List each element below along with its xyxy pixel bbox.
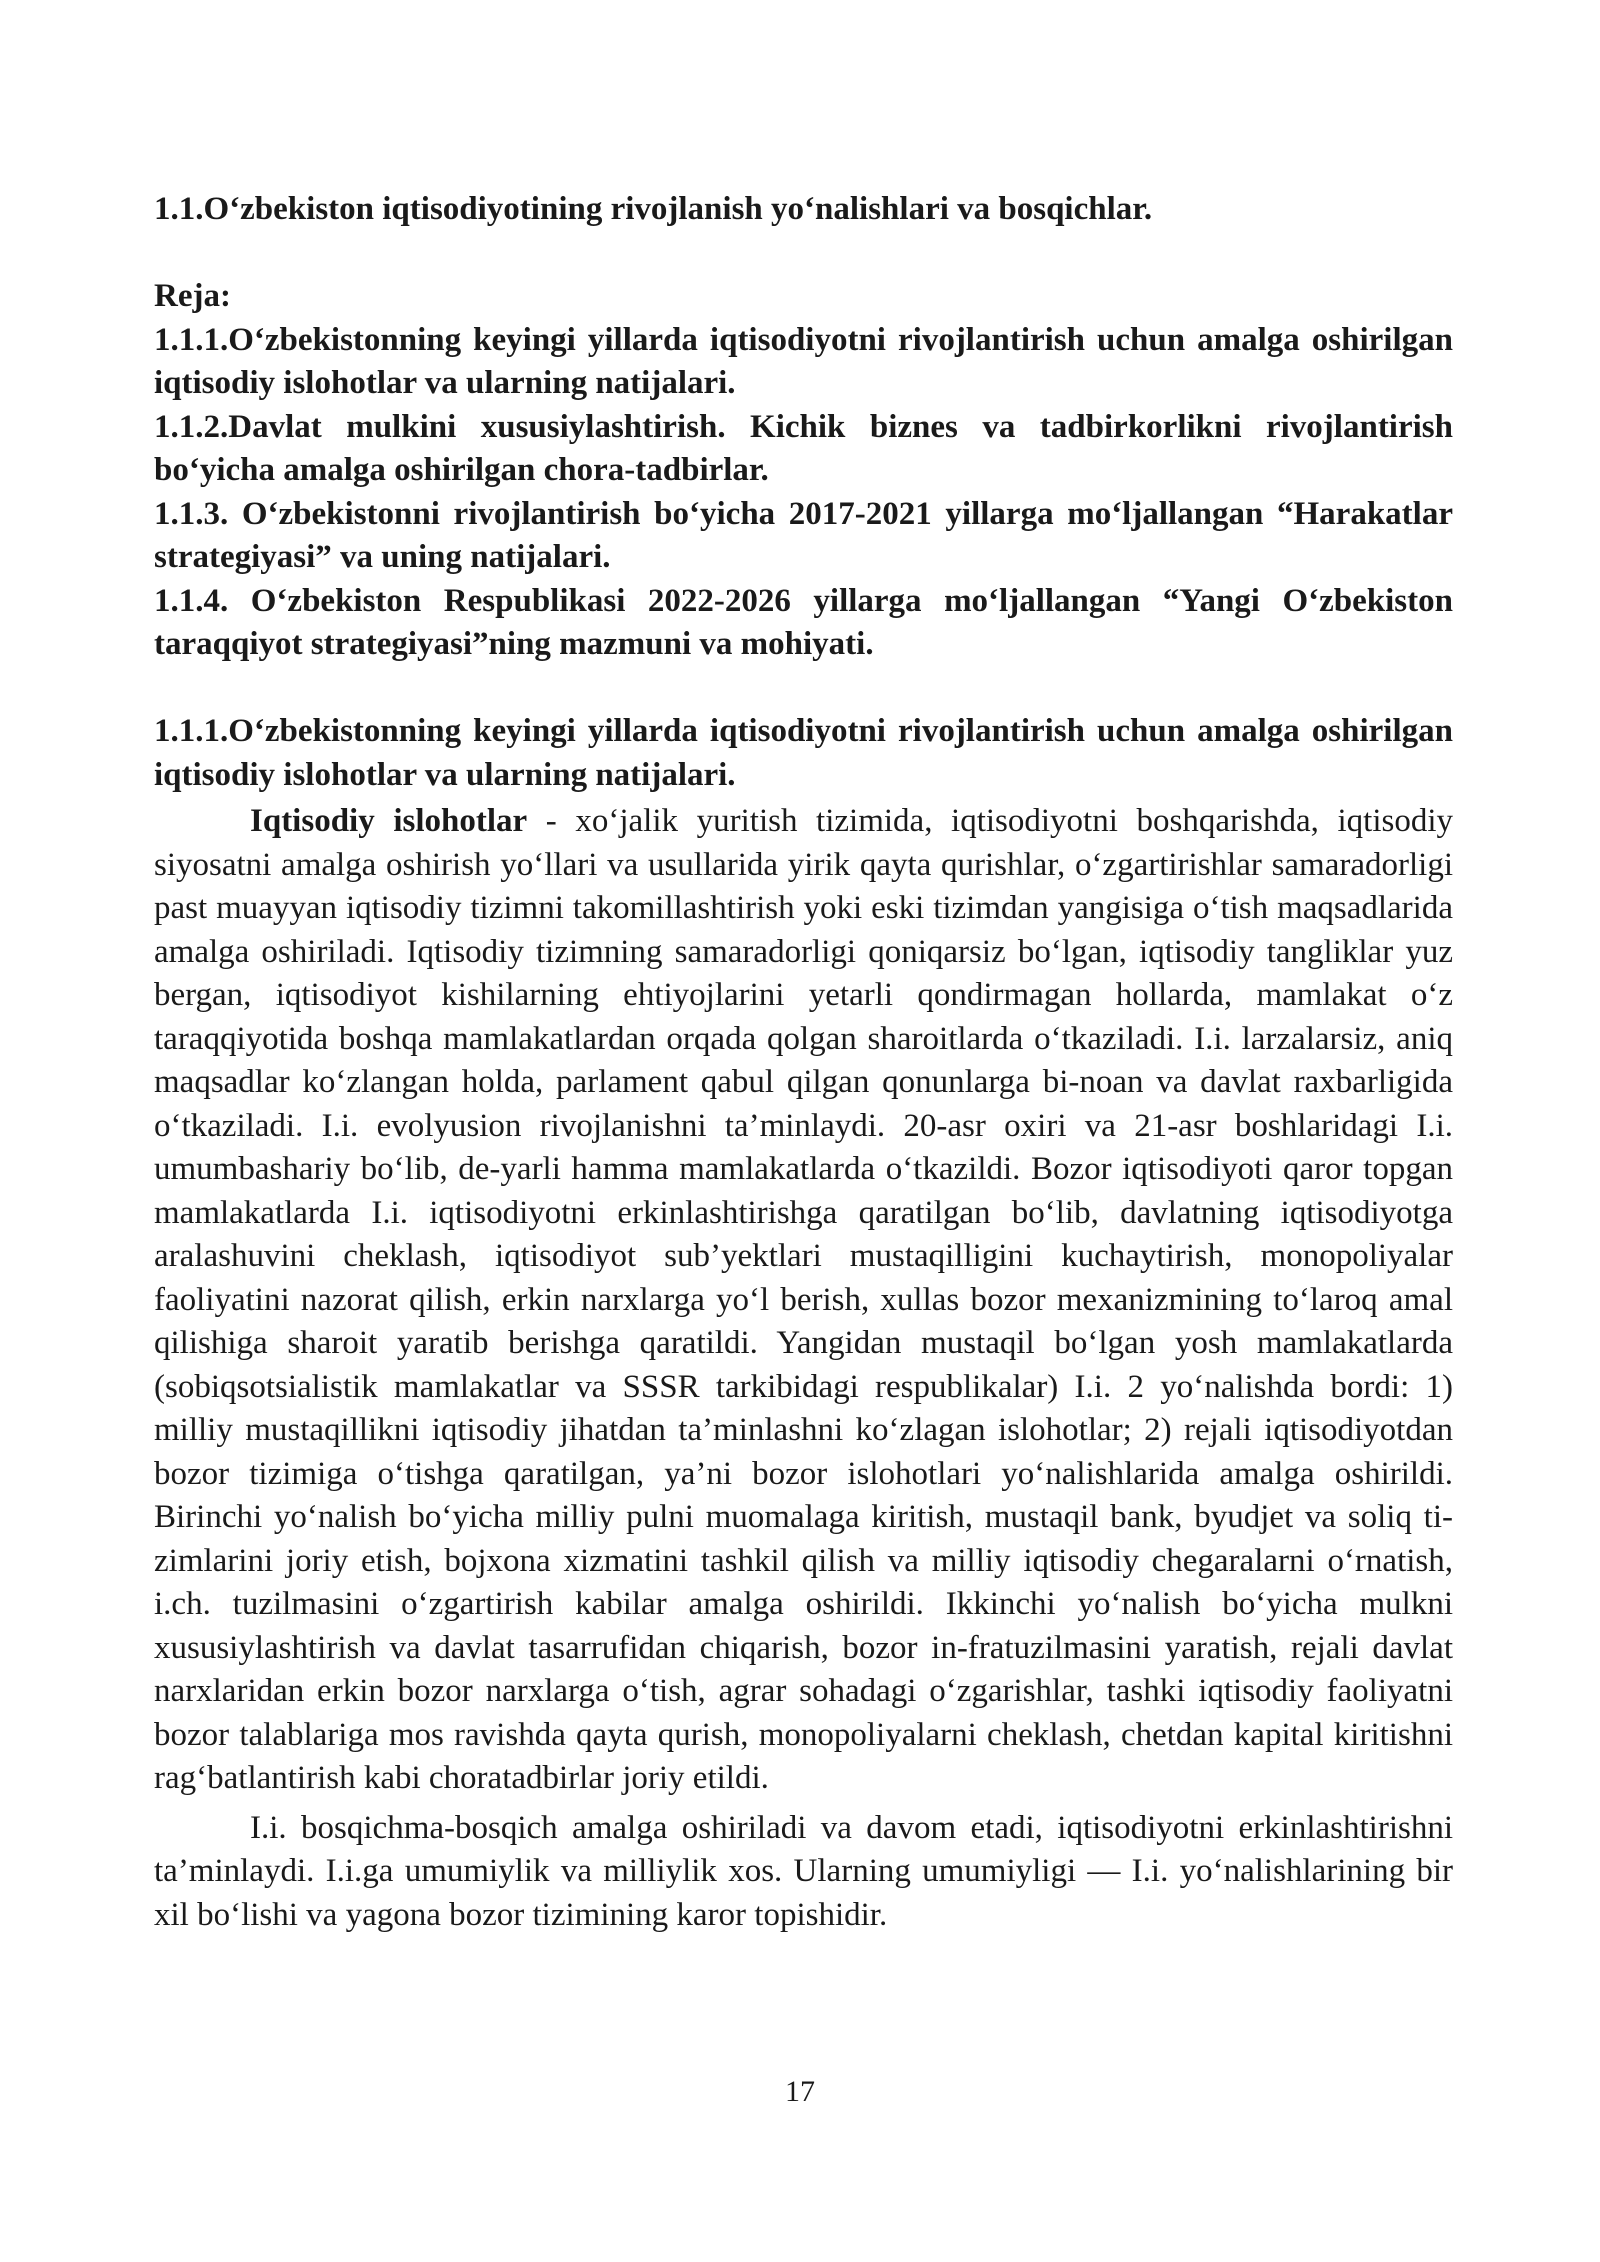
page-number: 17 (785, 2075, 815, 2108)
paragraph-text: - xo‘jalik yuritish tizimida, iqtisodiyotni boshqarishda, iqtisodiy siyosatni amalga oshirish yo‘llari va usullarida yirik qayta qurishlar, o‘zgartirishlar samaradorligi past muayyan iqtisodiy tizimni takomillashtirish yoki eski tizimdan yangisiga o‘tish maqsadlarida amalga oshiriladi. Iqtisodiy tizimning samaradorligi qoniqarsiz bo‘lgan, iqtisodiy tangliklar yuz bergan, iqtisodiyot kishilarning ehtiyojlarini yetarli qondirmagan hollarda, mamlakat o‘z taraqqiyotida boshqa mamlakatlardan orqada qolgan sharoitlarda o‘tkaziladi. I.i. larzalarsiz, aniq maqsadlar ko‘zlangan holda, parlament qabul qilgan qonunlarga bi-noan va davlat raxbarligida o‘tkaziladi. I.i. evolyusion rivojlanishni ta’minlaydi. 20-asr oxiri va 21-asr boshlaridagi I.i. umumbashariy bo‘lib, de-yarli hamma mamlakatlarda o‘tkazildi. Bozor iqtisodiyoti qaror topgan mamlakatlarda I.i. iqtisodiyotni erkinlashtirishga qaratilgan bo‘lib, davlatning iqtisodiyotga aralashuvini cheklash, iqtisodiyot sub’yektlari mustaqilligini kuchaytirish, monopoliyalar faoliyatini nazorat qilish, erkin narxlarga yo‘l berish, xullas bozor mexanizmining to‘laroq amal qilishiga sharoit yaratib berishga qaratildi. Yangidan mustaqil bo‘lgan yosh mamlakatlarda (sobiqsotsialistik mamlakatlar va SSSR tarkibidagi respublikalar) I.i. 2 yo‘nalishda bordi: 1) milliy mustaqillikni iqtisodiy jihatdan ta’minlashni ko‘zlagan islohotlar; 2) rejali iqtisodiyotdan bozor tizimiga o‘tishga qaratilgan, ya’ni bozor islohotlari yo‘nalishlarida amalga oshirildi. Birinchi yo‘nalish bo‘yicha milliy pulni muomalaga kiritish, mustaqil bank, byudjet va soliq ti-zimlarini joriy etish, bojxona xizmatini tashkil qilish va milliy iqtisodiy chegaralarni o‘rnatish, i.ch. tuzilmasini o‘zgartirish kabilar amalga oshirildi. Ikkinchi yo‘nalish bo‘yicha mulkni xususiylashtirish va davlat tasarrufidan chiqarish, bozor in-fratuzilmasini yaratish, rejali davlat narxlaridan erkin bozor narxlarga o‘tish, agrar sohadagi o‘zgarishlar, tashki iqtisodiy faoliyatni bozor talablariga mos ravishda qayta qurish, monopoliyalarni cheklash, chetdan kapital kiritishni rag‘batlantirish kabi choratadbirlar joriy etildi. (154, 803, 1454, 1796)
plan-item: 1.1.3. O‘zbekistonni rivojlantirish bo‘yicha 2017-2021 yillarga mo‘ljallangan “Harakatlar strategiyasi” va uning natijalari. (154, 495, 1453, 575)
body-paragraph (154, 800, 1453, 1801)
section-heading: 1.1.1.O‘zbekistonning keyingi yillarda iqtisodiyotni rivojlantirish uchun amalga oshirilgan iqtisodiy islohotlar va ularning natijalari. (154, 713, 1453, 793)
body-paragraph: I.i. bosqichma-bosqich amalga oshiriladi va davom etadi, iqtisodiyotni erkinlashtirishni ta’minlaydi. I.i.ga umumiylik va milliylik xos. Ularning umumiyligi — I.i. yo‘nalishlarining bir xil bo‘lishi va yagona bozor tizimining karor topishidir. (154, 1809, 1453, 1933)
plan-item: 1.1.1.O‘zbekistonning keyingi yillarda iqtisodiyotni rivojlantirish uchun amalga oshirilgan iqtisodiy islohotlar va ularning natijalari. (154, 321, 1453, 401)
defined-term: Iqtisodiy islohotlar (250, 803, 528, 839)
document-title: 1.1.O‘zbekiston iqtisodiyotining rivojlanish yo‘nalishlari va bosqichlar. (154, 191, 1153, 227)
plan-item: 1.1.4. O‘zbekiston Respublikasi 2022-2026 yillarga mo‘ljallangan “Yangi O‘zbekiston taraqqiyot strategiyasi”ning mazmuni va mohiyati. (154, 582, 1453, 662)
plan-list (154, 319, 1453, 667)
plan-heading: Reja: (154, 278, 231, 314)
plan-item: 1.1.2.Davlat mulkini xususiylashtirish. Kichik biznes va tadbirkorlikni rivojlantirish bo‘yicha amalga oshirilgan chora-tadbirlar. (154, 408, 1453, 488)
